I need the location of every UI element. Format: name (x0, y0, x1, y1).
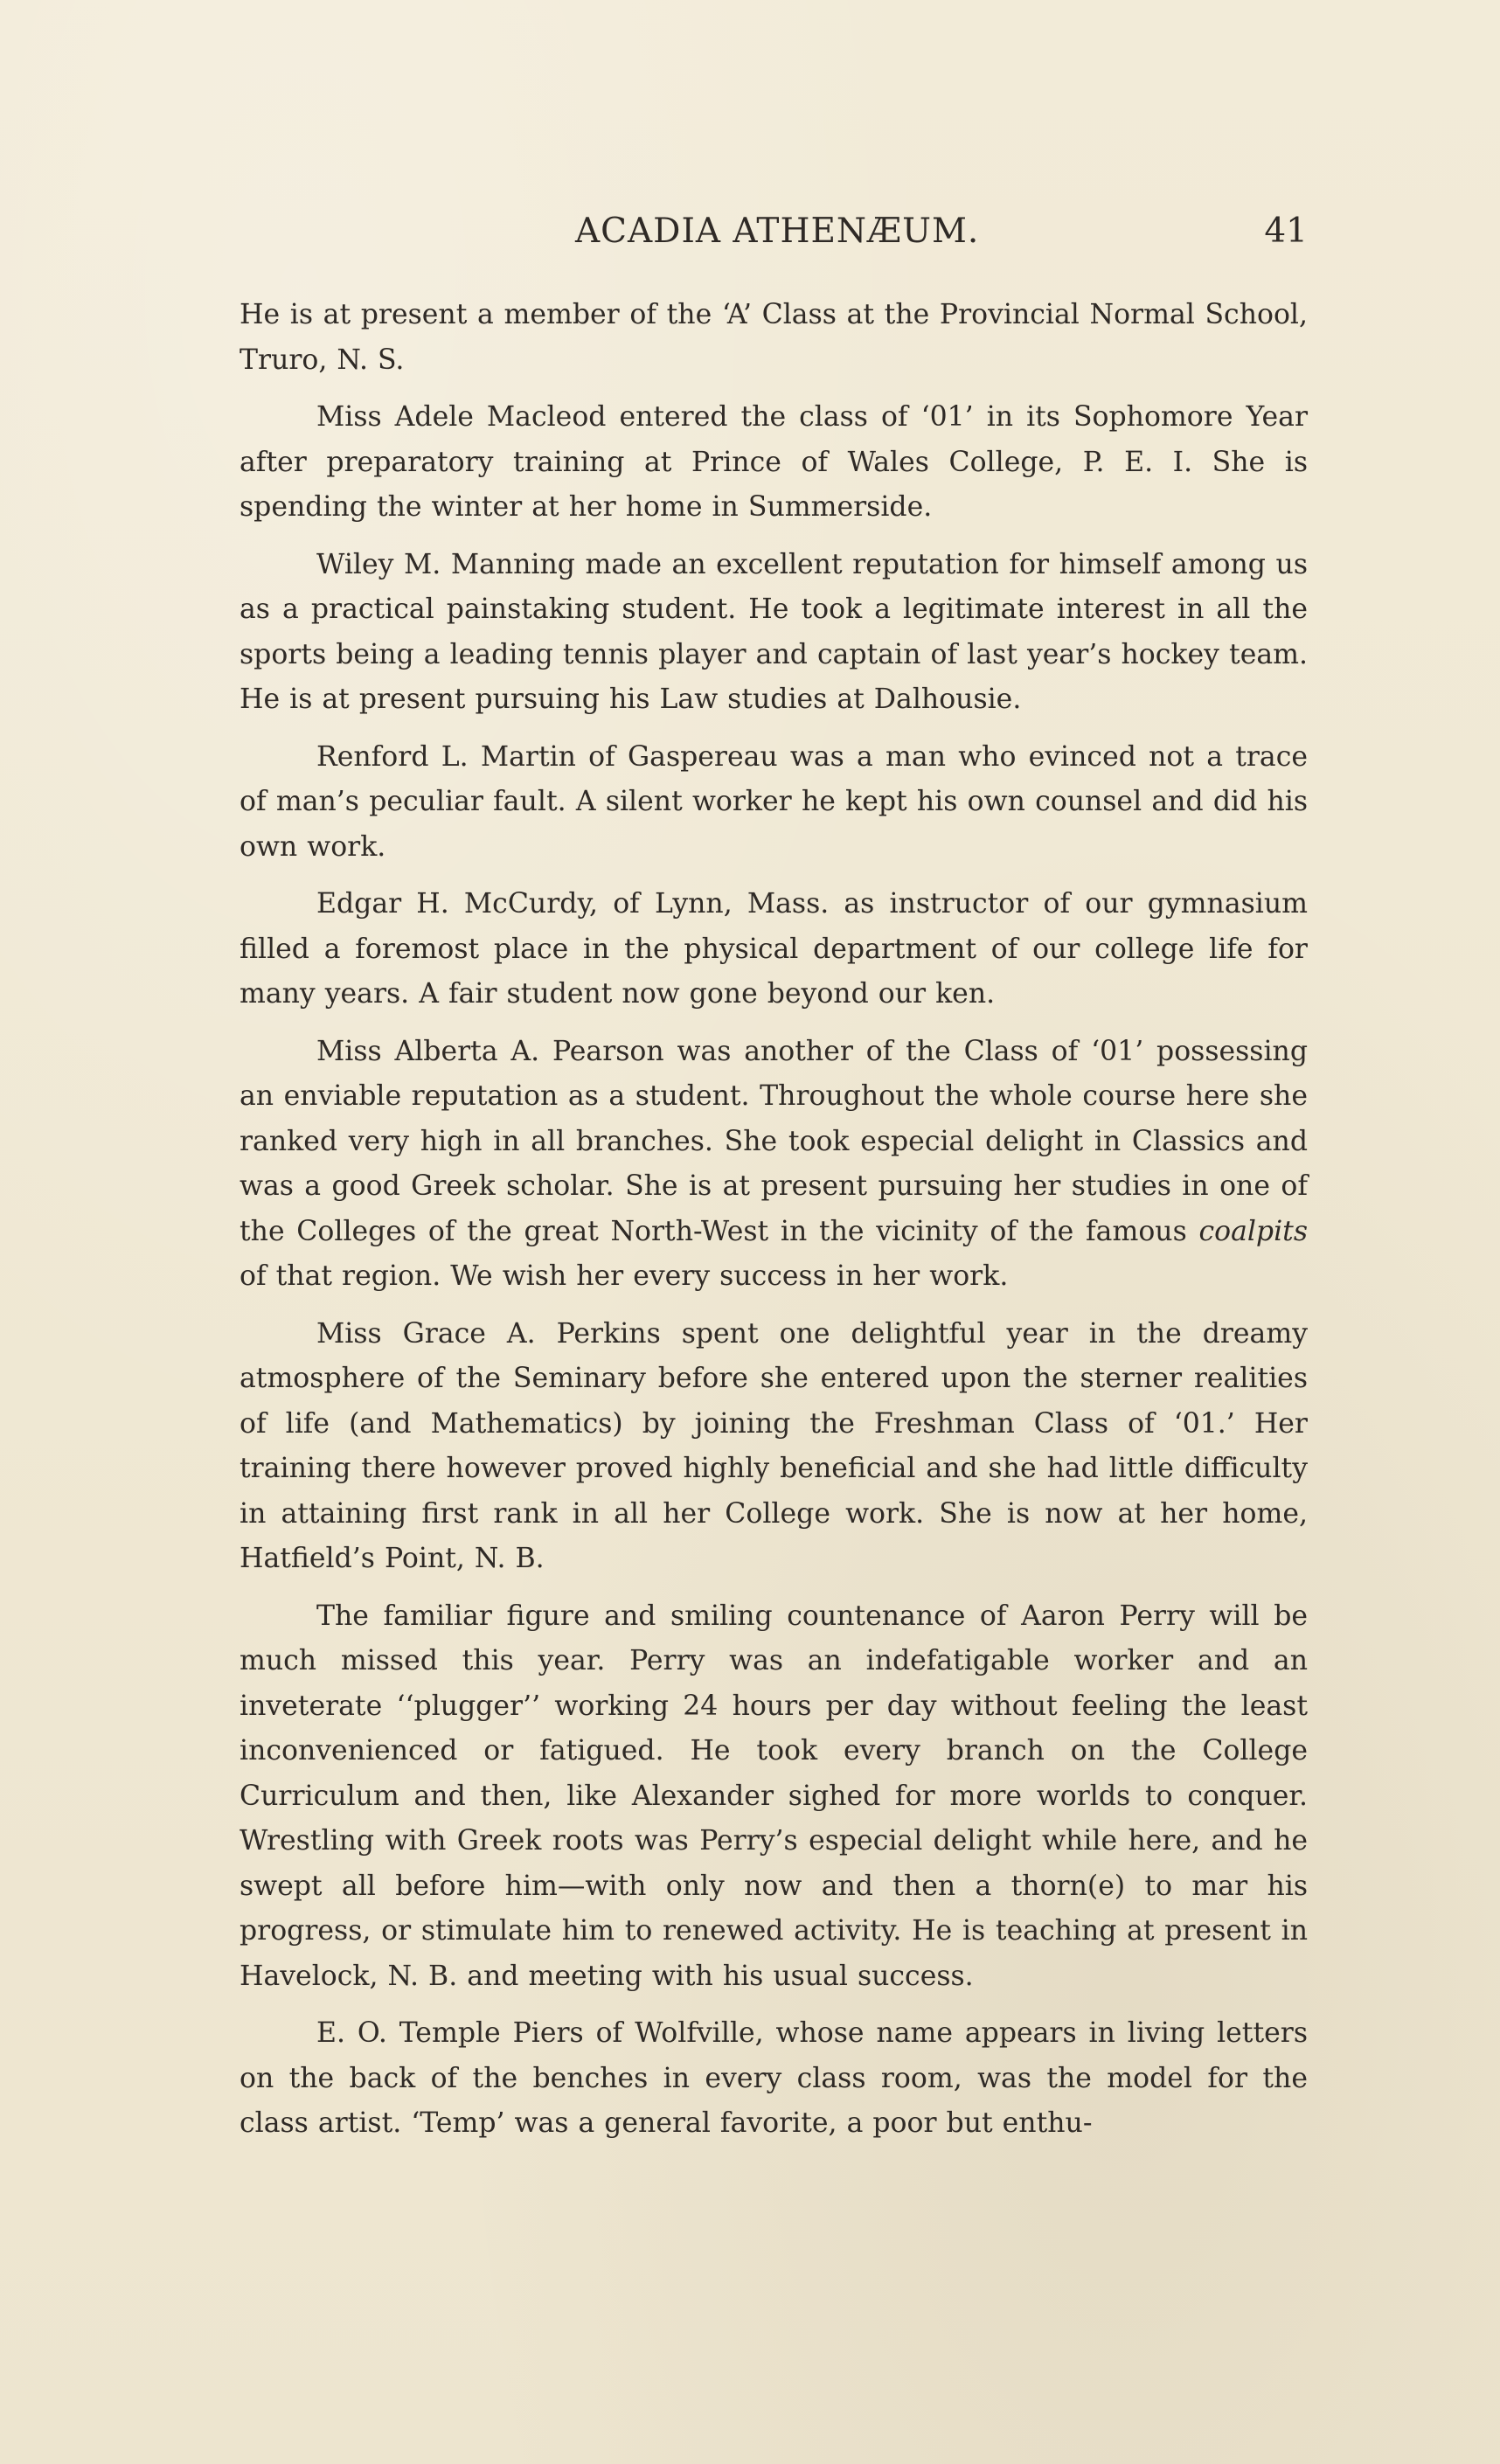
paragraph-6-before: Miss Alberta A. Pearson was another of the Class of ‘01’ possessing an enviable reputation as a student. Throughout the whole course here she ranked very high in all branches. She took especial delight in Classics and was a good Greek scholar. She is at present pursuing her studies in one of the Colleges of the great North-West in the vicinity of the famous (240, 1035, 1308, 1247)
paragraph-2: Miss Adele Macleod entered the class of ‘01’ in its Sophomore Year after preparatory training at Prince of Wales College, P. E. I. She is spending the winter at her home in Summerside. (240, 401, 1308, 523)
paragraph-4: Renford L. Martin of Gaspereau was a man who evinced not a trace of man’s peculiar fault. A silent worker he kept his own counsel and did his own work. (240, 740, 1308, 863)
paragraph-9: E. O. Temple Piers of Wolfville, whose name appears in living letters on the back of the benches in every class room, was the model for the class artist. ‘Temp’ was a general favorite, a poor but enthu- (240, 2017, 1308, 2139)
paragraph-7: Miss Grace A. Perkins spent one delightful year in the dreamy atmosphere of the Seminary before she entered upon the sterner realities of life (and Mathematics) by joining the Freshman Class of ‘01.’ Her training there however proved highly beneficial and she had little difficulty in attaining first rank in all her College work. She is now at her home, Hatfield’s Point, N. B. (240, 1317, 1308, 1574)
article-body (240, 293, 1308, 2198)
paragraph-1: He is at present a member of the ‘A’ Class at the Provincial Normal School, Truro, N. S. (240, 299, 1308, 376)
paragraph-8: The familiar figure and smiling countenance of Aaron Perry will be much missed this year. Perry was an indefatigable worker and an inveterate ‘‘plugger’’ working 24 hours per day without feeling the least inconvenienced or fatigued. He took every branch on the College Curriculum and then, like Alexander sighed for more worlds to conquer. Wrestling with Greek roots was Perry’s especial delight while here, and he swept all before him—with only now and then a thorn(e) to mar his progress, or stimulate him to renewed activity. He is teaching at present in Havelock, N. B. and meeting with his usual success. (240, 1600, 1308, 1992)
page-header (240, 212, 1308, 255)
running-title: ACADIA ATHENÆUM. (575, 212, 980, 251)
paragraph-6 (240, 1030, 1308, 1300)
paragraph-5: Edgar H. McCurdy, of Lynn, Mass. as instructor of our gymnasium filled a foremost place in the physical department of our college life for many years. A fair student now gone beyond our ken. (240, 888, 1308, 1010)
paragraph-6-emphasis: coalpits (1198, 1215, 1308, 1247)
paragraph-3: Wiley M. Manning made an excellent reputation for himself among us as a practical painstaking student. He took a legitimate interest in all the sports being a leading tennis player and captain of last year’s hockey team. He is at present pursuing his Law studies at Dalhousie. (240, 548, 1308, 715)
page-number: 41 (1264, 212, 1308, 251)
paragraph-6-after: of that region. We wish her every success in her work. (240, 1260, 1009, 1292)
